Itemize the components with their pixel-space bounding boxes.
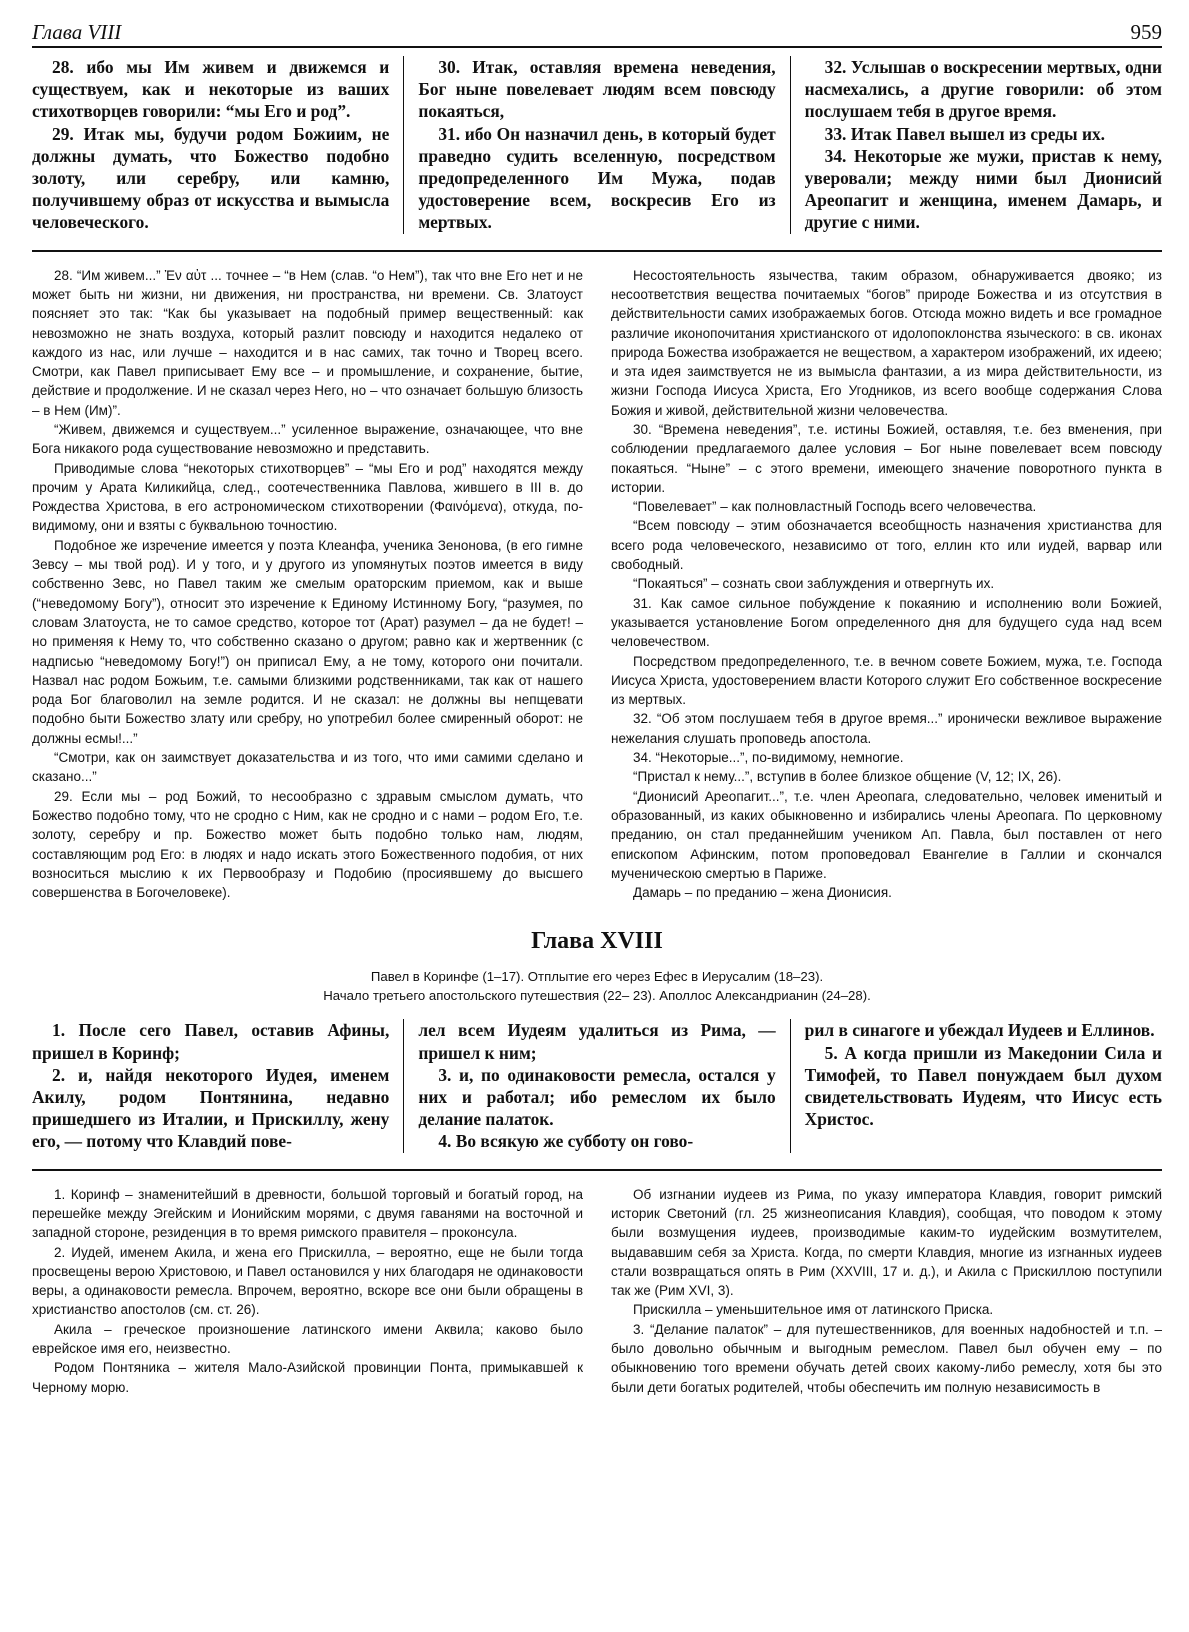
verse-column-1 (32, 56, 403, 234)
verses-bottom (32, 1019, 1162, 1152)
divider (32, 1169, 1162, 1171)
commentary-paragraph: Подобное же изречение имеется у поэта Клеанфа, ученика Зенонова, (в его гимне Зевсу – мы твой род). И у того, и у другого из упомянутых поэтов имеется в виду собственно Зевс, но Павел таким же смелым ораторским приемом, как и выше (“неведомому Богу”), относит это изречение к Единому Истинному Богу, “разумея, по словам Златоуста, не то самое средство, которое тот (Арат) разумел – да не будет! – но применяя к Нему то, что собственно сказано о другом; равно как и жертвенник (с надписью “неведомому Богу!”) он приписал Ему, а не тому, которого они почитали. Назвал нас родом Божьим, т.е. самыми близкими родственниками, так как от нашего рода Бог благоволил на земле родится. И не сказал: не должны вы непщевати подобно быти Божество злату или сребру, но употребил более смиренный оборот: не должны есмы!...” (32, 537, 583, 746)
commentary-bottom (32, 1185, 1162, 1397)
commentary-paragraph: Акила – греческое произношение латинского имени Аквила; каково было еврейское имя его, неизвестно. (32, 1321, 583, 1357)
verse: 32. Услышав о воскресении мертвых, одни насмехались, а другие говорили: об этом послушаем тебя в другое время. (804, 57, 1162, 122)
commentary-column-right (597, 1185, 1162, 1397)
divider (32, 250, 1162, 252)
commentary-paragraph: Об изгнании иудеев из Рима, по указу императора Клавдия, говорит римский историк Светоний (гл. 25 жизнеописания Клавдия), сообщая, что поводом к этому были возмущения иудеев, производимые каким-то иудейским возмутителем, выдававшим себя за Христа. Когда, по смерти Клавдия, многие из изгнанных иудеев стали возвращаться опять в Рим (XXVIII, 17 и. д.), и Акила с Прискиллою поступили так же (Рим XVI, 3). (611, 1186, 1162, 1299)
commentary-paragraph: 2. Иудей, именем Акила, и жена его Прискилла, – вероятно, еще не были тогда просвещены верою Христовою, и Павел остановился у них благодаря не одинаковости веры, а одинаковости ремесла. Впрочем, вероятно, вскоре все они были обращены в христианство апостолов (см. ст. 26). (32, 1244, 583, 1318)
commentary-paragraph: 3. “Делание палаток” – для путешественников, для военных надобностей и т.п. – было довольно обычным и выгодным ремеслом. Павел был обучен ему – по обыкновению того времени обучать детей своих какому-либо ремеслу, хотя бы это были дети богатых родителей, чтобы обеспечить им полную независимость в (611, 1321, 1162, 1395)
verse-column-2 (403, 1019, 789, 1152)
commentary-paragraph: “Пристал к нему...”, вступив в более близкое общение (V, 12; IX, 26). (633, 769, 1062, 785)
verse: 30. Итак, оставляя времена неведения, Бог ныне повелевает людям всем повсюду покаяться, (418, 57, 776, 122)
verse-column-1 (32, 1019, 403, 1152)
summary-line: Павел в Коринфе (1–17). Отплытие его через Ефес в Иерусалим (18–23). (370, 969, 824, 985)
commentary-paragraph: “Дионисий Ареопагит...”, т.е. член Ареопага, следовательно, человек именитый и образованный, из каких обыкновенно и избирались члены Ареопага. По церковному преданию, он стал преданнейшим учеником Ап. Павла, был поставлен от него епископом Афинским, потом проповедовал Евангелие в Галлии и скончался мученическою смертью в Париже. (611, 788, 1162, 881)
commentary-top (32, 266, 1162, 903)
verse: 5. А когда пришли из Македонии Сила и Тимофей, то Павел понуждаем был духом свидетельствовать Иудеям, что Иисус есть Христос. (804, 1042, 1162, 1130)
verses-top (32, 56, 1162, 234)
commentary-paragraph: “Покаяться” – сознать свои заблуждения и отвергнуть их. (633, 576, 995, 592)
commentary-paragraph: “Живем, движемся и существуем...” усиленное выражение, означающее, что вне Бога никакого рода существование невозможно и представить. (32, 422, 583, 457)
verse-column-3 (790, 56, 1162, 234)
verse: 28. ибо мы Им живем и движемся и существуем, как и некоторые из ваших стихотворцев говорили: “мы Его и род”. (32, 57, 390, 122)
verse: 3. и, по одинаковости ремесла, остался у них и работал; ибо ремеслом их было делание палаток. (418, 1064, 776, 1130)
verse: 33. Итак Павел вышел из среды их. (824, 123, 1106, 144)
page (32, 14, 1162, 1624)
verse: 29. Итак мы, будучи родом Божиим, не должны думать, что Божество подобно золоту, или серебру, или камню, получившему образ от искусства и вымысла человеческого. (32, 123, 390, 233)
commentary-paragraph: “Смотри, как он заимствует доказательства и из того, что ими самими сделано и сказано...” (32, 750, 583, 785)
commentary-paragraph: 28. “Им живем...” Ἐν αὐτ ... точнее – “в Нем (слав. “о Нем”), так что вне Его нет и не может быть ни жизни, ни движения, ни пространства, ни времени. Св. Златоуст поясняет это так: “Как бы указывает на подобный пример вещественный: как невозможно не знать воздуха, который разлит повсюду и находится недалеко от каждого из нас, или лучше – находится и в нас самих, так точно и Творец всего. Смотри, как Павел приписывает Ему все – и промышление, и сохранение, бытие, действие и продолжение. И не сказал через Него, но – что означает большую близость – в Нем (Им)”. (32, 267, 583, 418)
page-header (32, 14, 1162, 48)
commentary-paragraph: “Всем повсюду – этим обозначается всеобщность назначения христианства для всего рода человеческого, независимо от того, еллин кто или иудей, варвар или свободный. (611, 518, 1162, 573)
chapter-title: Глава XVIII (531, 928, 663, 955)
commentary-column-left (32, 266, 597, 903)
commentary-paragraph: Родом Понтяника – жителя Мало-Азийской провинции Понта, примыкавшей к Черному морю. (32, 1360, 583, 1395)
verse: 2. и, найдя некоторого Иудея, именем Акилу, родом Понтянина, недавно пришедшего из Италии, и Прискиллу, жену его, — потому что Клавдий пове- (32, 1064, 390, 1152)
summary-line: Начало третьего апостольского путешествия (22– 23). Аполлос Александрианин (24–28). (323, 988, 871, 1004)
commentary-paragraph: 1. Коринф – знаменитейший в древности, большой торговый и богатый город, на перешейке между Эгейским и Ионийским морями, с двумя гаванями на восточной и западной стороне, резиденция в то время римского правителя – проконсула. (32, 1186, 583, 1241)
commentary-paragraph: 30. “Времена неведения”, т.е. истины Божией, оставляя, т.е. без вменения, при соблюдении предлагаемого далее условия – Бог ныне повелевает всем повсюду покаяться. “Ныне” – с этого времени, имеющего значение поворотного пункта в истории. (611, 422, 1162, 495)
commentary-paragraph: 32. “Об этом послушаем тебя в другое время...” иронически вежливое выражение нежелания слушать проповедь апостола. (611, 711, 1162, 746)
commentary-paragraph: 34. “Некоторые...”, по-видимому, немногие. (633, 750, 904, 766)
verse-column-2 (403, 56, 789, 234)
verse: 1. После сего Павел, оставив Афины, пришел в Коринф; (32, 1020, 390, 1063)
verse: лел всем Иудеям удалиться из Рима, — пришел к ним; (418, 1020, 776, 1063)
commentary-paragraph: Несостоятельность язычества, таким образом, обнаруживается двояко; из несоответствия вещества почитаемых “богов” природе Божества и из отсутствия в действительности самих изображаемых богов. Отсюда можно видеть и все громадное различие иконопочитания христианского от идолопоклонства языческого: в св. иконах природа Божества изображается не веществом, а характером изображений, их идеею; и эта идея заимствуется не из вымысла фантазии, а из мира действительности, из жизни Господа Иисуса Христа, Его Угодников, из всего вообще содержания Слова Божия и живой, действительной жизни человечества. (611, 267, 1162, 418)
verse: рил в синагоге и убеждал Иудеев и Еллинов. (804, 1020, 1155, 1041)
commentary-column-left (32, 1185, 597, 1397)
running-head: Глава VIII (32, 20, 122, 44)
verse: 34. Некоторые же мужи, пристав к нему, уверовали; между ними был Дионисий Ареопагит и женщина, именем Дамарь, и другие с ними. (804, 145, 1162, 233)
commentary-paragraph: Посредством предопределенного, т.е. в вечном совете Божием, мужа, т.е. Господа Иисуса Христа, удостоверением власти Которого служит Его собственное воскресение из мертвых. (611, 653, 1162, 708)
commentary-paragraph: Прискилла – уменьшительное имя от латинского Приска. (633, 1302, 994, 1318)
commentary-paragraph: “Повелевает” – как полновластный Господь всего человечества. (633, 499, 1037, 515)
commentary-paragraph: 29. Если мы – род Божий, то несообразно с здравым смыслом думать, что Божество подобно тому, что не сродно с Ним, как не сродно и с нами – родом Его, т.е. золоту, серебру и пр. Божество может быть подобно только нам, людям, составляющим род Его: в людях и надо искать этого Божественного подобия, от них возноситься мыслию к их Первообразу и Подобию (просиявшему до высшего совершенства в Богочеловеке). (32, 788, 583, 901)
chapter-summary (32, 967, 1162, 1005)
commentary-paragraph: Дамарь – по преданию – жена Дионисия. (633, 885, 892, 901)
commentary-paragraph: Приводимые слова “некоторых стихотворцев” – “мы Его и род” находятся между прочим у Арата Киликийца, след., соотечественника Павлова, жившего в III в. до Рождества Христова, в его астрономическом стихотворении (Φαινόμενα), откуда, по-видимому, они и взяты с буквальною точностию. (32, 460, 583, 534)
page-number: 959 (1130, 20, 1162, 44)
verse: 31. ибо Он назначил день, в который будет праведно судить вселенную, посредством предопределенного Им Мужа, подав удостоверение всем, воскресив Его из мертвых. (418, 123, 776, 233)
verse-column-3 (790, 1019, 1162, 1152)
verse: 4. Во всякую же субботу он гово- (438, 1131, 694, 1152)
commentary-paragraph: 31. Как самое сильное побуждение к покаянию и исполнению воли Божией, указывается установление Богом определенного дня для будущего суда над всем человечеством. (611, 595, 1162, 650)
commentary-column-right (597, 266, 1162, 903)
